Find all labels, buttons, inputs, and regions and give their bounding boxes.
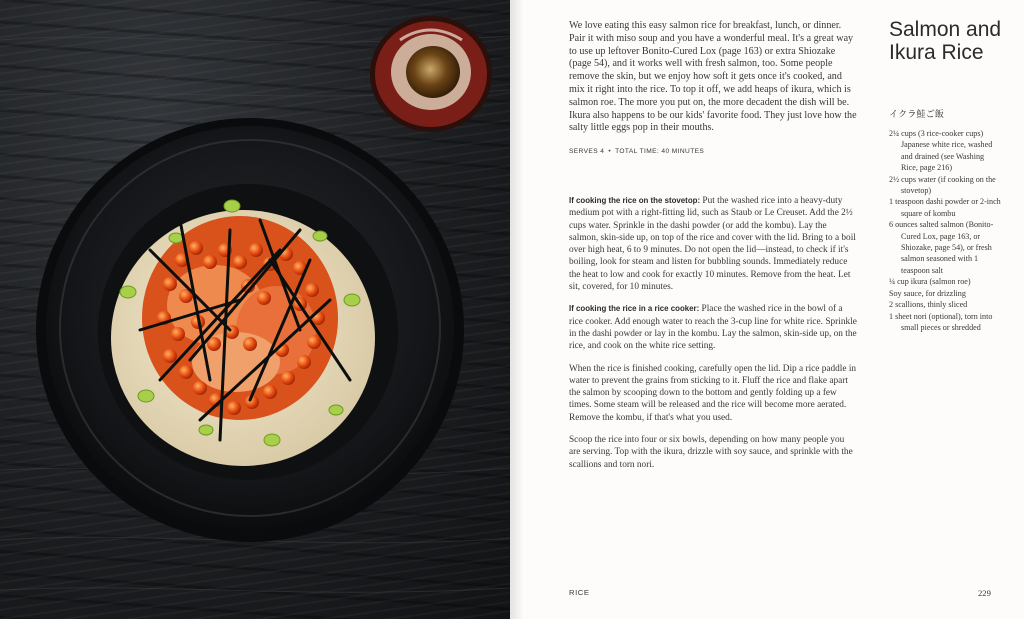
soy-sauce-dish: [370, 16, 492, 132]
rice-bowl: [36, 118, 464, 542]
method-step: [569, 195, 857, 293]
page-gutter: [510, 0, 524, 619]
running-footer-section: RICE: [569, 588, 590, 597]
ingredient-item: 2½ cups water (if cooking on the stovetop): [889, 174, 996, 196]
ingredient-item: Soy sauce, for drizzling: [889, 288, 966, 298]
total-time-label: TOTAL TIME: 40 MINUTES: [615, 148, 705, 155]
serves-label: SERVES 4: [569, 148, 605, 155]
rice-bowl-illustration: [0, 0, 510, 619]
method-step-text: When the rice is finished cooking, carefully open the lid. Dip a rice paddle in water to prevent the grains from sticking to it. Fluff the rice and flake apart the salmon by scooping down to the bottom and gently folding up a few times. Some steam will be released and the rice will become more aerated. Remove the kombu, if that's what you used.: [569, 363, 857, 423]
method-step: [569, 303, 857, 352]
ingredient-list: [889, 128, 1001, 333]
ingredient-item: 2¼ cups (3 rice-cooker cups) Japanese white rice, washed and drained (see Washing Rice, page 216): [889, 129, 993, 173]
ingredient-item: 2 scallions, thinly sliced: [889, 300, 968, 310]
method-step: [569, 363, 857, 424]
method-step-text: Scoop the rice into four or six bowls, depending on how many people you are serving. Top with the ikura, drizzle with soy sauce, and sprinkle with the scallions and torn nori.: [569, 435, 853, 470]
method-step-text: Place the washed rice in the bowl of a rice cooker. Add enough water to reach the 3-cup line for white rice. Sprinkle in the dashi powder or lay in the kombu. Lay the salmon, skin-side up, on the rice, and cook on the white rice setting.: [569, 304, 857, 352]
serves-and-time: [569, 148, 704, 155]
ingredient-item: 1 teaspoon dashi powder or 2-inch square of kombu: [889, 197, 1001, 218]
page-number: 229: [978, 588, 991, 598]
ingredient-item: ¼ cup ikura (salmon roe): [889, 277, 971, 287]
ingredient-item: 6 ounces salted salmon (Bonito-Cured Lox, page 163, or Shiozake, page 54), or fresh salmon seasoned with 1 teaspoon salt: [889, 220, 994, 275]
recipe-photo: [0, 0, 510, 619]
recipe-title: Salmon and Ikura Rice: [889, 18, 1002, 64]
recipe-intro: We love eating this easy salmon rice for breakfast, lunch, or dinner. Pair it with miso soup and you have a wonderful meal. It's a great way to use up leftover Bonito-Cured Lox (page 163) or extra Shiozake (page 54), and it works well with fresh salmon, too. Some people remove the skin, but we enjoy how soft it gets once it's cooked, and mix it right into the rice. To top it off, we add heaps of ikura, which is salmon roe. The more you put on, the more decadent the dish will be. Ikura also happens to be our kids' favorite food. They just love how the salty little eggs pop in their mouths.: [569, 20, 857, 134]
method-step-lead: If cooking the rice in a rice cooker:: [569, 304, 700, 314]
method-step-text: Put the washed rice into a heavy-duty medium pot with a right-fitting lid, such as Staub or Le Creuset. Add the 2½ cups water. Sprinkle in the dashi powder (or add the kombu). Lay the salmon, skin-side up, on top of the rice and cover with the lid. Bring to a boil over high heat, 6 to 9 minutes. Do not open the lid—instead, to check if it's boiling, look for steam and listen for bubbling sounds. Immediately reduce the heat to low and cook for exactly 10 minutes. Remove from the heat. Let sit, covered, for 10 minutes.: [569, 196, 856, 293]
method-step-lead: If cooking the rice on the stovetop:: [569, 196, 701, 205]
recipe-method: [569, 195, 857, 481]
ingredient-item: 1 sheet nori (optional), torn into small pieces or shredded: [889, 311, 993, 332]
recipe-japanese-title: イクラ鮭ご飯: [889, 109, 944, 120]
method-step: [569, 434, 857, 471]
serves-separator: •: [608, 148, 612, 155]
